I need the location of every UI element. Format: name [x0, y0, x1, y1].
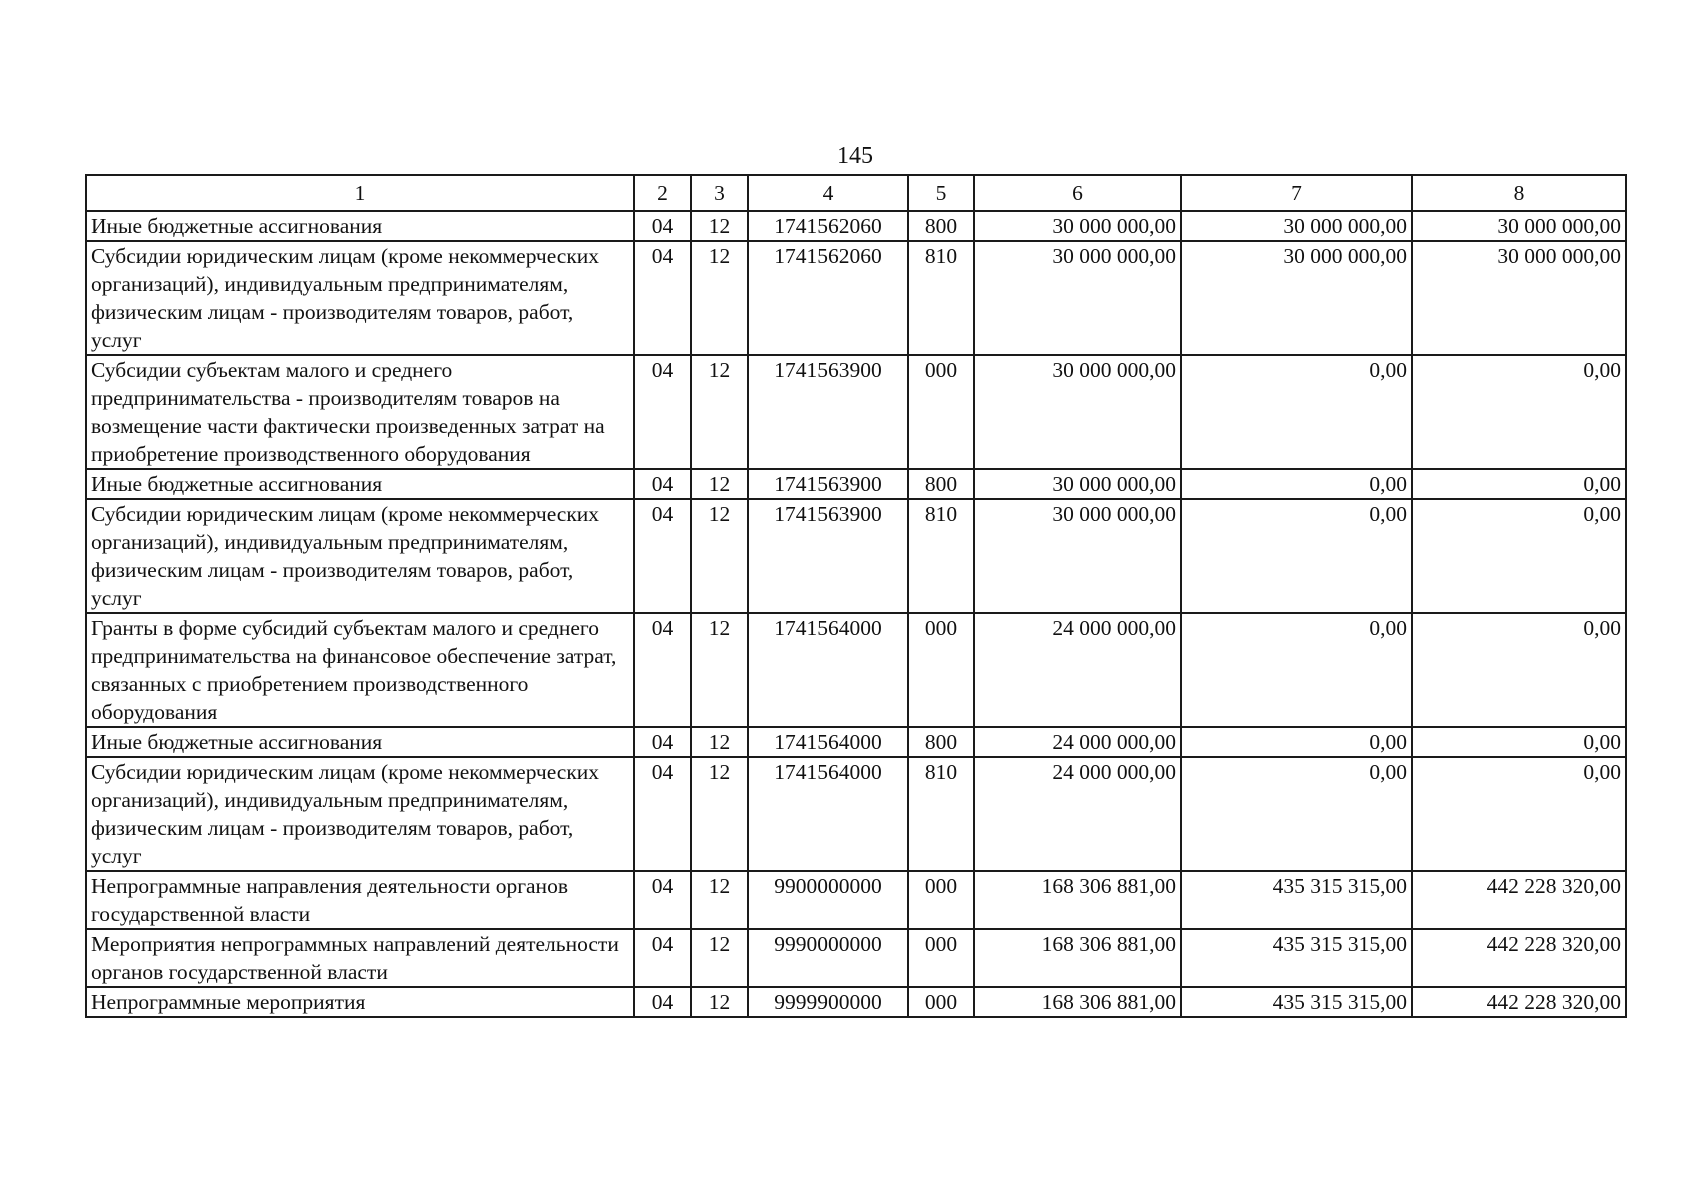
amount-col-7: 30 000 000,00 [1181, 241, 1412, 355]
item-name: Субсидии юридическим лицам (кроме некоммерческих организаций), индивидуальным предпринимателям, физическим лицам - производителям товаров, работ, услуг [86, 757, 634, 871]
expense-type-code: 000 [908, 355, 974, 469]
subsection-code: 12 [691, 757, 748, 871]
amount-col-8: 30 000 000,00 [1412, 211, 1626, 241]
section-code: 04 [634, 757, 691, 871]
amount-col-8: 0,00 [1412, 613, 1626, 727]
target-article-code: 1741563900 [748, 469, 908, 499]
subsection-code: 12 [691, 211, 748, 241]
col-header: 4 [748, 175, 908, 211]
subsection-code: 12 [691, 871, 748, 929]
item-name: Гранты в форме субсидий субъектам малого и среднего предпринимательства на финансовое обеспечение затрат, связанных с приобретением производственного оборудования [86, 613, 634, 727]
amount-col-7: 30 000 000,00 [1181, 211, 1412, 241]
table-row [86, 469, 1626, 499]
item-name: Непрограммные мероприятия [86, 987, 634, 1017]
target-article-code: 9990000000 [748, 929, 908, 987]
target-article-code: 1741563900 [748, 355, 908, 469]
target-article-code: 1741564000 [748, 757, 908, 871]
table-row [86, 929, 1626, 987]
item-name: Непрограммные направления деятельности органов государственной власти [86, 871, 634, 929]
target-article-code: 1741564000 [748, 727, 908, 757]
section-code: 04 [634, 241, 691, 355]
amount-col-8: 0,00 [1412, 727, 1626, 757]
amount-col-7: 0,00 [1181, 757, 1412, 871]
table-row [86, 613, 1626, 727]
expense-type-code: 000 [908, 987, 974, 1017]
amount-col-8: 442 228 320,00 [1412, 987, 1626, 1017]
amount-col-6: 24 000 000,00 [974, 757, 1181, 871]
amount-col-8: 0,00 [1412, 757, 1626, 871]
amount-col-7: 0,00 [1181, 469, 1412, 499]
target-article-code: 1741562060 [748, 211, 908, 241]
table-row [86, 241, 1626, 355]
amount-col-8: 0,00 [1412, 469, 1626, 499]
amount-col-6: 168 306 881,00 [974, 987, 1181, 1017]
col-header: 8 [1412, 175, 1626, 211]
item-name: Иные бюджетные ассигнования [86, 469, 634, 499]
section-code: 04 [634, 871, 691, 929]
section-code: 04 [634, 355, 691, 469]
subsection-code: 12 [691, 355, 748, 469]
table-body [86, 211, 1626, 1017]
expense-type-code: 800 [908, 469, 974, 499]
expense-type-code: 800 [908, 211, 974, 241]
item-name: Мероприятия непрограммных направлений деятельности органов государственной власти [86, 929, 634, 987]
amount-col-7: 435 315 315,00 [1181, 871, 1412, 929]
table-row [86, 987, 1626, 1017]
item-name: Иные бюджетные ассигнования [86, 727, 634, 757]
amount-col-8: 442 228 320,00 [1412, 871, 1626, 929]
col-header: 5 [908, 175, 974, 211]
target-article-code: 1741564000 [748, 613, 908, 727]
amount-col-8: 442 228 320,00 [1412, 929, 1626, 987]
target-article-code: 9999900000 [748, 987, 908, 1017]
amount-col-6: 30 000 000,00 [974, 499, 1181, 613]
item-name: Субсидии субъектам малого и среднего предпринимательства - производителям товаров на возмещение части фактически произведенных затрат на приобретение производственного оборудования [86, 355, 634, 469]
amount-col-7: 0,00 [1181, 613, 1412, 727]
subsection-code: 12 [691, 987, 748, 1017]
amount-col-7: 435 315 315,00 [1181, 987, 1412, 1017]
table-row [86, 355, 1626, 469]
expense-type-code: 810 [908, 499, 974, 613]
expense-type-code: 800 [908, 727, 974, 757]
item-name: Субсидии юридическим лицам (кроме некоммерческих организаций), индивидуальным предпринимателям, физическим лицам - производителям товаров, работ, услуг [86, 241, 634, 355]
amount-col-7: 0,00 [1181, 727, 1412, 757]
amount-col-8: 0,00 [1412, 499, 1626, 613]
amount-col-6: 30 000 000,00 [974, 211, 1181, 241]
expense-type-code: 000 [908, 871, 974, 929]
amount-col-6: 30 000 000,00 [974, 241, 1181, 355]
amount-col-6: 24 000 000,00 [974, 613, 1181, 727]
target-article-code: 1741563900 [748, 499, 908, 613]
page-number: 145 [837, 143, 873, 169]
amount-col-7: 435 315 315,00 [1181, 929, 1412, 987]
subsection-code: 12 [691, 469, 748, 499]
subsection-code: 12 [691, 929, 748, 987]
amount-col-8: 0,00 [1412, 355, 1626, 469]
subsection-code: 12 [691, 499, 748, 613]
section-code: 04 [634, 469, 691, 499]
item-name: Иные бюджетные ассигнования [86, 211, 634, 241]
target-article-code: 1741562060 [748, 241, 908, 355]
table-row [86, 499, 1626, 613]
expense-type-code: 810 [908, 757, 974, 871]
section-code: 04 [634, 613, 691, 727]
col-header: 3 [691, 175, 748, 211]
section-code: 04 [634, 929, 691, 987]
amount-col-6: 24 000 000,00 [974, 727, 1181, 757]
expense-type-code: 000 [908, 613, 974, 727]
subsection-code: 12 [691, 727, 748, 757]
amount-col-7: 0,00 [1181, 355, 1412, 469]
item-name: Субсидии юридическим лицам (кроме некоммерческих организаций), индивидуальным предпринимателям, физическим лицам - производителям товаров, работ, услуг [86, 499, 634, 613]
section-code: 04 [634, 499, 691, 613]
section-code: 04 [634, 211, 691, 241]
expense-type-code: 810 [908, 241, 974, 355]
amount-col-6: 168 306 881,00 [974, 871, 1181, 929]
col-header: 7 [1181, 175, 1412, 211]
col-header: 2 [634, 175, 691, 211]
expense-type-code: 000 [908, 929, 974, 987]
budget-table [85, 174, 1627, 1018]
amount-col-6: 168 306 881,00 [974, 929, 1181, 987]
col-header: 6 [974, 175, 1181, 211]
col-header: 1 [86, 175, 634, 211]
subsection-code: 12 [691, 613, 748, 727]
table-row [86, 757, 1626, 871]
target-article-code: 9900000000 [748, 871, 908, 929]
table-row [86, 871, 1626, 929]
amount-col-8: 30 000 000,00 [1412, 241, 1626, 355]
amount-col-6: 30 000 000,00 [974, 469, 1181, 499]
table-row [86, 727, 1626, 757]
header-row [86, 175, 1626, 211]
amount-col-6: 30 000 000,00 [974, 355, 1181, 469]
section-code: 04 [634, 987, 691, 1017]
subsection-code: 12 [691, 241, 748, 355]
amount-col-7: 0,00 [1181, 499, 1412, 613]
table-row [86, 211, 1626, 241]
section-code: 04 [634, 727, 691, 757]
